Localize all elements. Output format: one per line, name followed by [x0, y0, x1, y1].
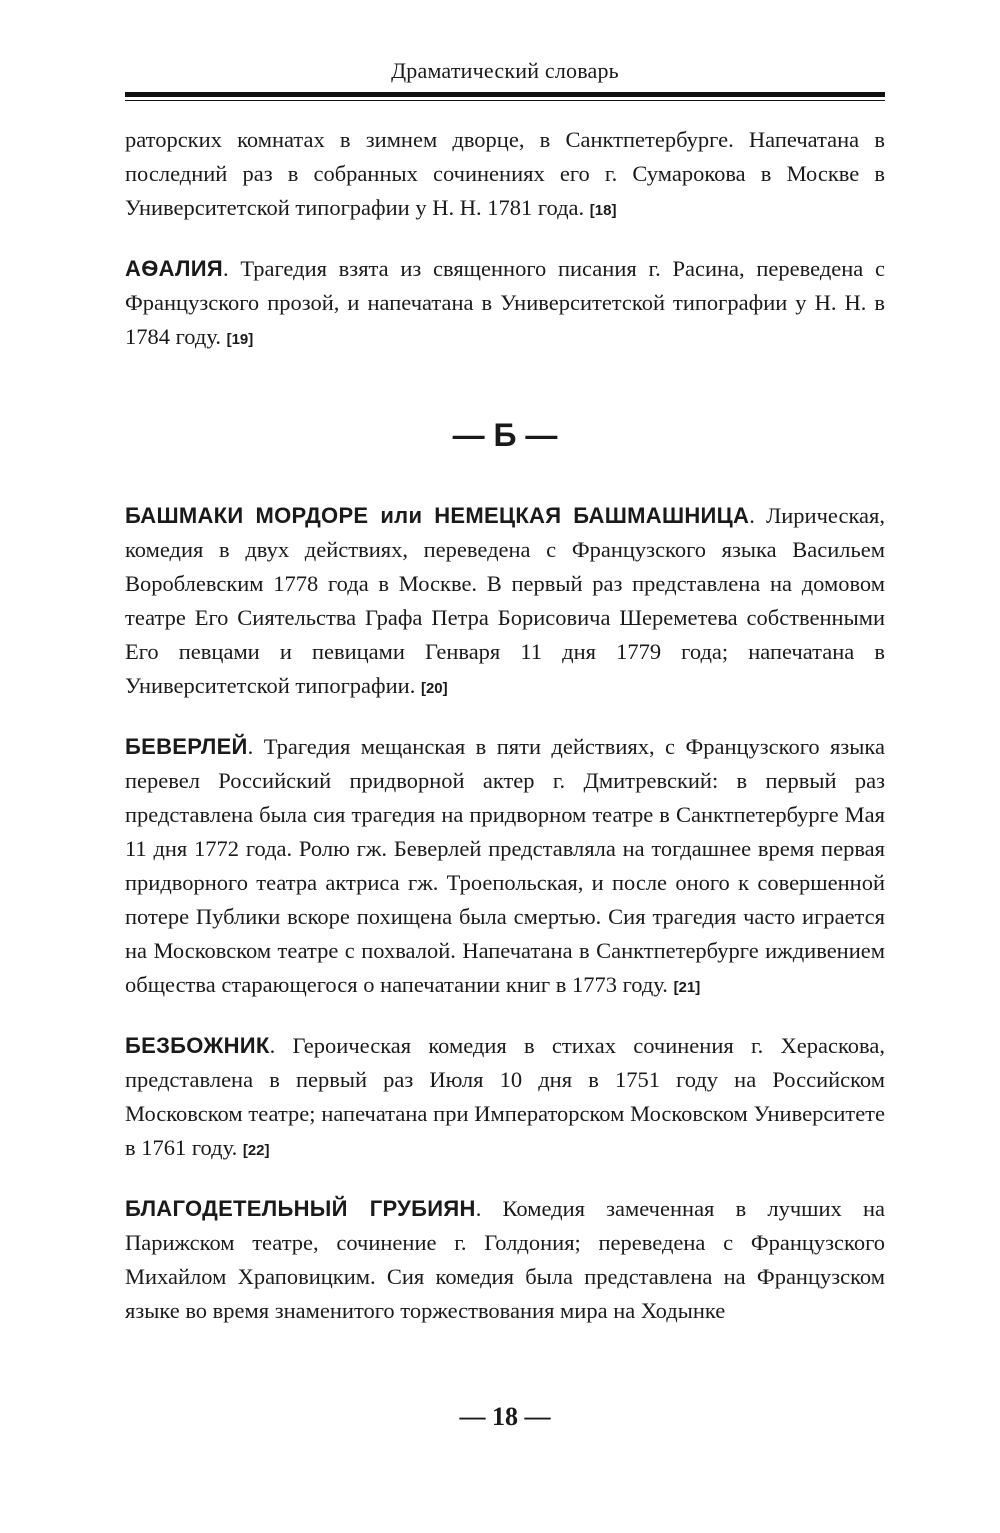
- dictionary-entry: [125, 252, 885, 357]
- entry-text: . Трагедия взята из священного писания г. Расина, переведена с Французского прозой, и напечатана в Университетской типографии у Н. Н. в 1784 году.: [125, 256, 885, 349]
- continuation-text: раторских комнатах в зимнем дворце, в Санктпетербурге. Напечатана в последний раз в собранных сочинениях его г. Сумарокова в Москве в Университетской типографии у Н. Н. 1781 года.: [125, 127, 885, 220]
- entry-title: АѲАЛИЯ: [125, 256, 224, 281]
- page-body: [125, 123, 885, 1328]
- footnote-ref: [22]: [242, 1142, 270, 1159]
- paragraph-gap: [125, 1168, 885, 1192]
- footnote-ref: [20]: [420, 680, 448, 697]
- running-header: Драматический словарь: [391, 58, 619, 83]
- entry-title: БЕВЕРЛЕЙ: [125, 734, 248, 759]
- continuation-paragraph: [125, 123, 885, 228]
- section-heading: — Б —: [452, 417, 558, 453]
- footnote-ref: [19]: [226, 331, 254, 348]
- page-number: — 18 —: [459, 1402, 551, 1431]
- entry-title: БАШМАКИ МОРДОРЕ или НЕМЕЦКАЯ БАШМАШНИЦА: [125, 503, 750, 528]
- entry-text: . Трагедия мещанская в пяти действиях, с Французского языка перевел Российский придворной актер г. Дмитревский: в первый раз представлена была сия трагедия на придворном театре в Санктпетербурге Мая 11 дня 1772 года. Ролю гж. Беверлей представляла на тогдашнее время первая придворного театра актриса гж. Троепольская, и после оного к совершенной потере Публики вскоре похищена была смертью. Сия трагедия часто играется на Московском театре с похвалой. Напечатана в Санктпетербурге иждивением общества старающегося о напечатании книг в 1773 году.: [125, 734, 885, 997]
- dictionary-entry: [125, 730, 885, 1005]
- footnote-ref: [18]: [589, 202, 617, 219]
- footnote-ref: [21]: [673, 979, 701, 996]
- dictionary-entry: [125, 499, 885, 706]
- paragraph-gap: [125, 706, 885, 730]
- paragraph-gap: [125, 228, 885, 252]
- header-rule-thin: [125, 100, 885, 101]
- entry-text: . Комедия замеченная в лучших на Парижском театре, сочинение г. Голдония; переведена с Французского Михайлом Храповицким. Сия комедия была представлена на Французском языке во время знаменитого торжествования мира на Ходынке: [125, 1196, 886, 1323]
- entry-title: БЕЗБОЖНИК: [125, 1033, 270, 1058]
- entry-title: БЛАГОДЕТЕЛЬНЫЙ ГРУБИЯН: [125, 1196, 476, 1221]
- entry-text: . Лирическая, комедия в двух действиях, переведена с Французского языка Васильем Вороблевским 1778 года в Москве. В первый раз представлена на домовом театре Его Сиятельства Графа Петра Борисовича Шереметева собственными Его певцами и певицами Генваря 11 дня 1779 года; напечатана в Университетской типографии.: [125, 503, 885, 698]
- paragraph-gap: [125, 1005, 885, 1029]
- header-rule-thick: [125, 92, 885, 97]
- entry-text: . Героическая комедия в стихах сочинения г. Хераскова, представлена в первый раз Июля 10 дня в 1751 году на Российском Московском театре; напечатана при Императорском Московском Университете в 1761 году.: [125, 1033, 885, 1160]
- dictionary-entry: [125, 1029, 885, 1168]
- dictionary-entry: [125, 1192, 885, 1328]
